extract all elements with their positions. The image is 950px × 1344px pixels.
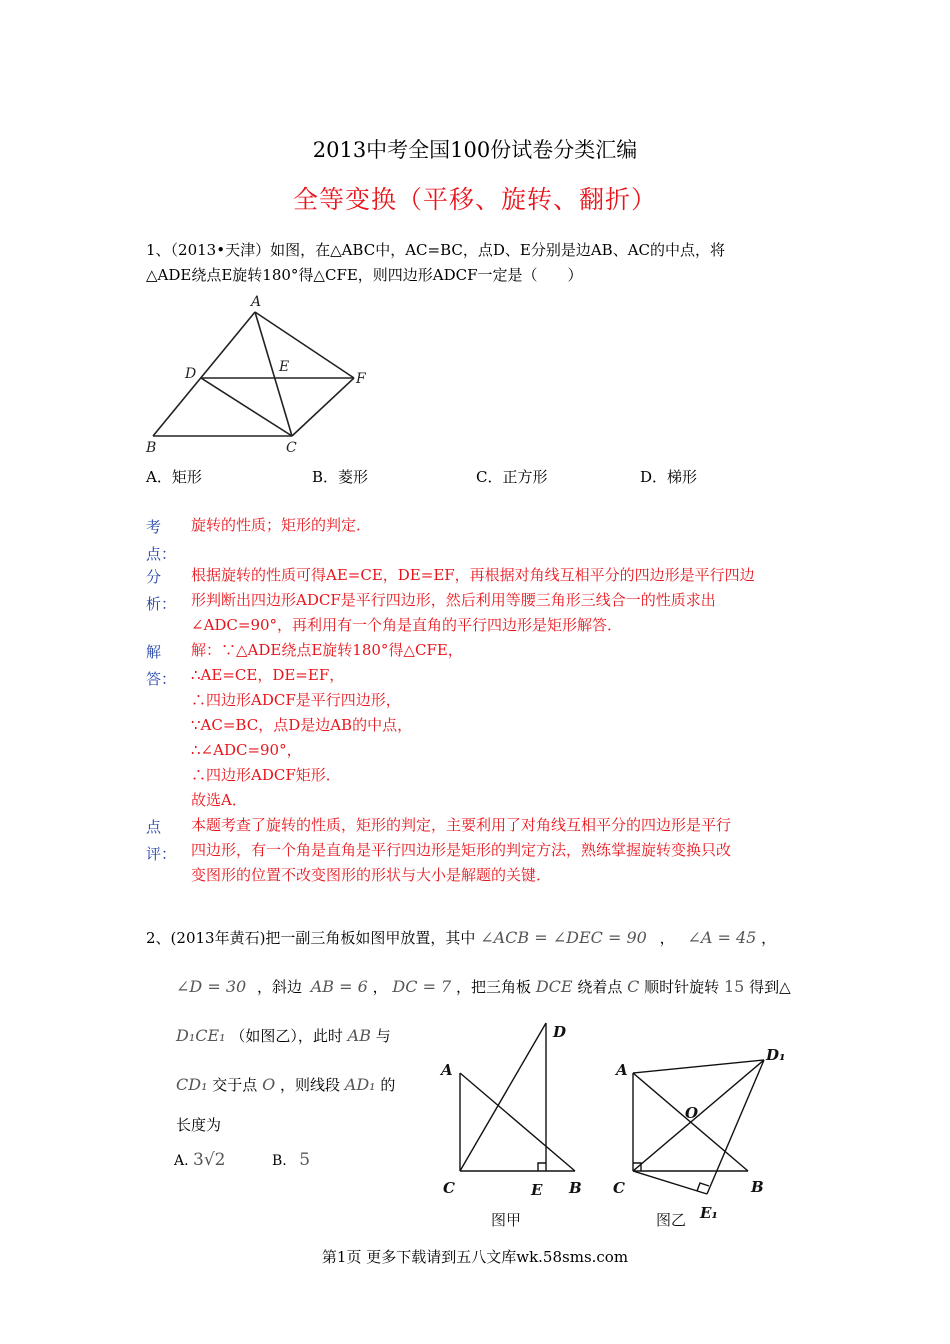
q1-option-a: A．矩形 <box>146 468 202 486</box>
q1-stem-line2: △ADE绕点E旋转180°得△CFE，则四边形ADCF一定是（ ） <box>146 266 583 284</box>
jia-label-c: C <box>443 1179 455 1197</box>
dianping-label: 点 评： <box>146 818 177 863</box>
q2-figure-yi <box>608 1040 808 1235</box>
q1-segment-ab <box>153 312 255 436</box>
q1-option-b: B．菱形 <box>312 468 369 486</box>
yi-label-e1: E₁ <box>700 1204 719 1222</box>
yi-segment-d1e1 <box>707 1060 764 1194</box>
q1-label-d: D <box>185 366 197 382</box>
jia-segment-cd <box>460 1023 546 1171</box>
q2-stem-line3: D₁CE₁ （如图乙），此时 AB 与 <box>176 1026 391 1045</box>
kaodian-text: 旋转的性质；矩形的判定． <box>191 516 372 534</box>
q2-figure-jia <box>435 1015 595 1230</box>
q1-option-c: C．正方形 <box>476 468 548 486</box>
yi-label-c: C <box>613 1179 625 1197</box>
jieda-text: 解：∵△ADE绕点E旋转180°得△CFE， ∴AE=CE，DE=EF， ∴四边形ADCF是平行四边形， ∵AC=BC，点D是边AB的中点， ∴∠ADC=90°， ∴四边形ADCF矩形． 故选A． <box>191 641 463 809</box>
yi-segment-ce1 <box>633 1171 707 1194</box>
yi-segment-ad1 <box>633 1060 764 1073</box>
q1-segment-af <box>255 312 354 378</box>
jia-segment-ab <box>460 1073 575 1171</box>
q2-option-a: A. 3√2 <box>174 1150 226 1170</box>
q1-label-b: B <box>146 440 157 456</box>
yi-label-d1: D₁ <box>766 1046 786 1064</box>
jia-label-a: A <box>441 1061 453 1079</box>
page-title: 2013中考全国100份试卷分类汇编 <box>312 138 638 162</box>
fenxi-text: 根据旋转的性质可得AE=CE，DE=EF，再根据对角线互相平分的四边形是平行四边 形判断出四边形ADCF是平行四边形，然后利用等腰三角形三线合一的性质求出 ∠ADC=90°，再利用有一个角是直角的平行四边形是矩形解答． <box>191 566 755 634</box>
jia-right-angle-mark <box>538 1163 546 1171</box>
q1-label-c: C <box>286 440 297 456</box>
yi-right-angle-mark-e1 <box>697 1183 709 1191</box>
caption-yi: 图乙 <box>656 1211 687 1229</box>
jia-label-e: E <box>531 1181 543 1199</box>
q2-option-b: B. 5 <box>272 1150 311 1170</box>
jia-label-d: D <box>553 1023 567 1041</box>
jieda-label: 解 答： <box>146 643 177 688</box>
dianping-text: 本题考查了旋转的性质，矩形的判定，主要利用了对角线互相平分的四边形是平行 四边形，有一个角是直角是平行四边形是矩形的判定方法，熟练掌握旋转变换只改 变图形的位置不改变图形的形状与大小是解题的关键． <box>191 816 732 884</box>
caption-jia: 图甲 <box>491 1211 522 1229</box>
yi-label-b: B <box>751 1178 764 1196</box>
jia-label-b: B <box>569 1179 582 1197</box>
q1-label-e: E <box>279 359 290 375</box>
yi-segment-cd1 <box>633 1060 764 1171</box>
q1-label-f: F <box>356 371 366 387</box>
page-footer: 第1页 更多下载请到五八文库wk.58sms.com <box>321 1248 629 1266</box>
yi-label-o: O <box>685 1104 699 1122</box>
q2-stem-line2: ∠D = 30 ，斜边 AB = 6 ， DC = 7 ，把三角板 DCE 绕着点 C 顺时针旋转 15 得到△ <box>176 977 791 996</box>
q1-segment-fc <box>292 378 354 436</box>
yi-label-a: A <box>616 1061 628 1079</box>
kaodian-label: 考 点： <box>146 518 177 563</box>
page-subtitle: 全等变换（平移、旋转、翻折） <box>292 185 657 214</box>
q2-stem-line1: 2、(2013年黄石)把一副三角板如图甲放置，其中 ∠ACB = ∠DEC = 90 ， ∠A = 45 ， <box>146 928 777 947</box>
q1-stem-line1: 1、（2013•天津）如图，在△ABC中，AC=BC，点D、E分别是边AB、AC的中点，将 <box>146 241 726 259</box>
q2-stem-line5: 长度为 <box>176 1116 222 1134</box>
q1-option-d: D．梯形 <box>640 468 698 486</box>
q1-figure <box>140 290 380 460</box>
q1-label-a: A <box>251 294 262 310</box>
q1-segment-dc <box>201 378 292 436</box>
q2-stem-line4: CD₁ 交于点 O ，则线段 AD₁ 的 <box>176 1075 396 1094</box>
fenxi-label: 分 析： <box>146 568 177 613</box>
